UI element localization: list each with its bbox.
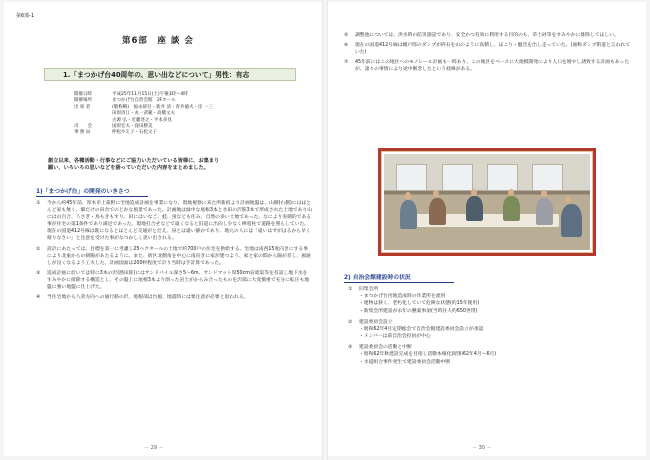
section-heading: 2) 自治会館建設時の状況 (344, 272, 454, 283)
photo-frame (378, 148, 596, 256)
group-heading: ② 建設委員会設立 (348, 319, 393, 325)
page-30 (328, 2, 646, 456)
topic-banner: 1.「まつかげ台40周年の、思い出などについて」男性：有志 (44, 68, 296, 81)
numbered-item: ⑤ 調整池については、洪水時の防災施設であり、安全かつ有効に利用する目的のも、草土砂等をすみやかに排除してほしい。 (344, 33, 619, 38)
meeting-photo (384, 154, 590, 250)
numbered-item: ⑦ 45年前にはこの地区へのモノレール計画も一時あり、この地区をベースに大規模開発により人口を増やし誘致する計画もあったが、諸々の事情により途中断念したという経緯がある。 (344, 60, 630, 73)
numbered-item: ④ 当住宅地から八菅方向への通行路の沢、尾根部は台風、地震時には要注意が必要と思われる。 (36, 295, 249, 301)
info-row: 古源 弘・近藤述之・平本多見 (112, 117, 172, 123)
info-row: 開催場所 まつかげ台自治会館 2Fホール (74, 98, 176, 104)
continued-items (344, 32, 634, 73)
numbered-item: ① 今から約45年前、厚木市上荻野に宅地造成計画を事業になり、現地視察に来た所新宿より計画地盤は、山側(右側)にはほとんど家も無く、畑だけの田舎でのどかな風景であった。計画地は緑中な尾根3本と水田の沢筋3本で形成された土地であり山には山百合、うさぎ・鳥もきもすり、田にはいなご、蛙、蛍なども住み、自然の多い土地であった。なにより実績的である事が住宅の第1条件であり満足であった。現地打合せなどで遠くなると旧道に出向し少なく棒電柱で道路を照らしていた。現在の国道412号線は既になるとほとんど交通がとだえ、昼とは違い静かであり、地元の人には「遠いはずがはるから早く帰りなさい」と注意を受けた事がなつかしく思い出される。 (36, 201, 312, 242)
numbered-item: ③ 造成計画に於いては特に3本の沢(勘田陸)にはサンドバイル深さ5～6m、サンドマット厚50cm盲暗渠等を有設し地下水をすみやかに排除する構造とし、その盤上に尾根3本より削った岩土がからみ合ったものを沢部に大変慎重で充分に転圧も地盤に強い地盤に仕上げた。 (36, 270, 310, 291)
group-lines: ・昭和62年4月定期総会で自治会館建設委員会設立が承認 ・メンバーは前自治会役員が中心 (359, 326, 484, 339)
info-row: 事 務 局 仲松やえ子・石松文子 (74, 130, 157, 136)
info-row: 田原清江・丸一武範・高橋文夫 (112, 111, 175, 117)
intro-paragraph: 創立以来、各種活動・行事などにご協力いただいている皆様に、お集まり 願い、いろいろの思いなどを語っていただいた内容をまとめました。 (48, 158, 220, 172)
chapter-title: 第6部 座 談 会 (122, 36, 194, 46)
section-body (36, 200, 312, 301)
section-body (348, 286, 638, 366)
numbered-item: ⑥ 現在の国道412号線は織戸郎のダンプが砕石を山のように高積し、ほこり・騒音を出し走っていた。(通称ダンプ街道と言われていた) (344, 43, 630, 56)
meeting-info (74, 92, 314, 137)
page-number: － 30 － (472, 445, 492, 451)
page-number: － 29 － (144, 445, 164, 451)
page-code: 第6部-1 (16, 13, 35, 19)
group-lines: ・まつかげ台団地造成時の作業所を流用 ・建物は狭く、老朽化していて危険な状態(約15年使用) ・新集会所建設が永年の懸案事項(当時住人約650世帯) (359, 294, 480, 314)
info-row: 出 席 者 (敬称略) 福永研吾・新井 清・青井徳夫・岸 一三 (74, 104, 213, 110)
group-lines: ・昭和62年秋建設完成を目指し活動本格化(昭和62年4月～6月) ・水道組合事件発生で建設委員会活動中断 (359, 352, 497, 365)
info-row: 開催日時 平成25年11月15日(土)午後1時～4時 (74, 92, 188, 97)
group-heading: ① 旧集会所 (348, 287, 379, 292)
section-heading: 1)「まつかげ台」の開発のいきさつ (36, 186, 148, 197)
info-row: 司 会 国原宏夫・窪田勝美 (74, 124, 153, 130)
group-heading: ③ 建設委員会の活動と中断 (348, 345, 412, 351)
numbered-item: ② 設計にあたっては、目標を第一に考慮し25ヘクタールの土地で約700戸の住宅を供給する。宅地は南西15度向きにする事により北東からの朝陽があたるように。また、街区北側角を中心に南向きに家が建つよう、家と家の間から陽が差し、風通しが良くなるよう工夫した。計画図面は200枚程度で計り当時は手計算であった。 (36, 246, 311, 266)
page-29 (4, 2, 322, 456)
